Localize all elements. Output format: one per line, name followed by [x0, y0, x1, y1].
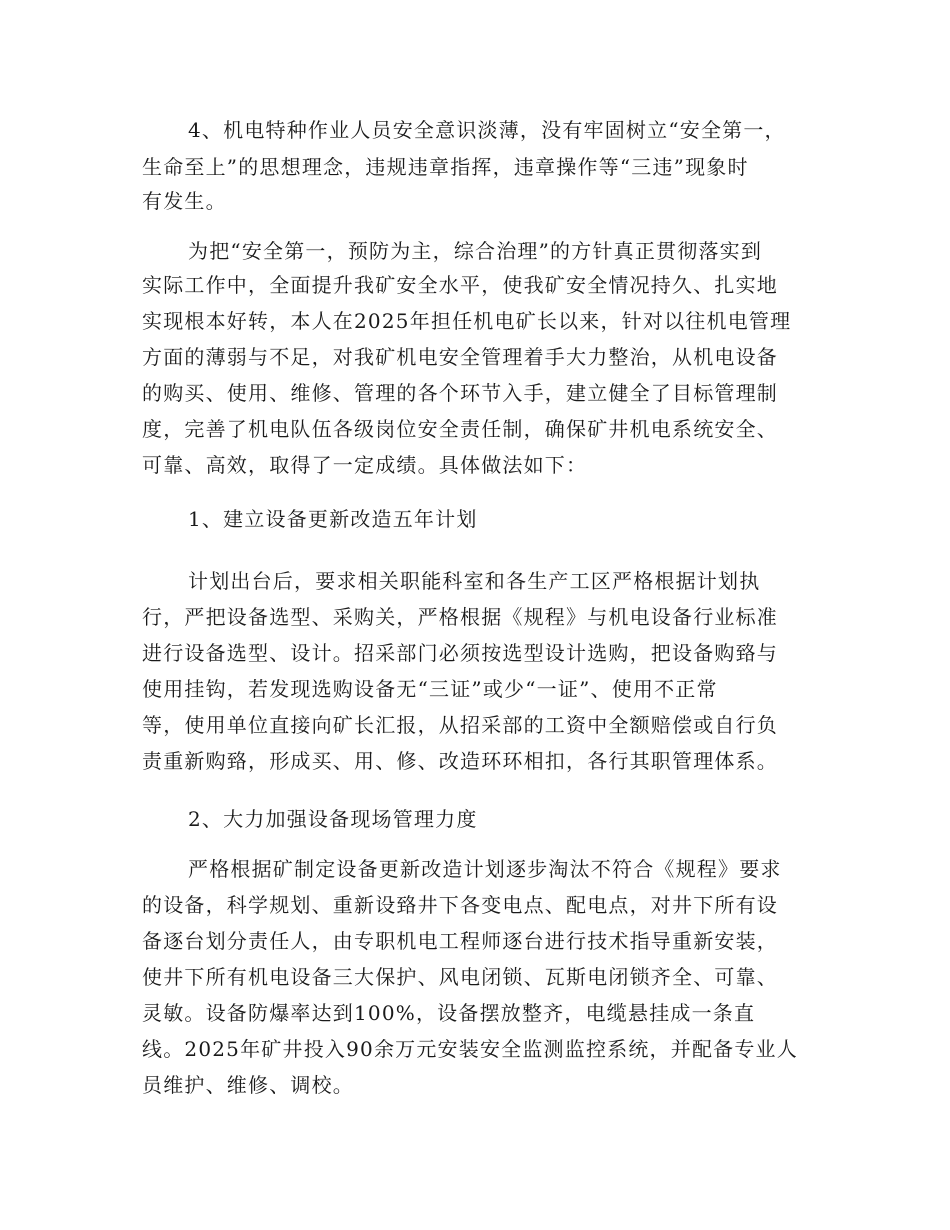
paragraph-line: 为把“安全第一，预防为主，综合治理”的方针真正贯彻落实到 [188, 239, 763, 263]
paragraph-line: 使用挂钩，若发现选购设备无“三证”或少“一证”、使用不正常 [142, 677, 718, 701]
section-heading: 2、大力加强设备现场管理力度 [188, 807, 478, 831]
paragraph-line: 灵敏。设备防爆率达到100%，设备摆放整齐，电缆悬挂成一条直 [142, 1001, 756, 1025]
paragraph-line: 等，使用单位直接向矿长汇报，从招采部的工资中全额赔偿或自行负 [142, 713, 778, 737]
paragraph-line: 严格根据矿制定设备更新改造计划逐步淘汰不符合《规程》要求 [188, 857, 782, 881]
paragraph-line: 责重新购臵，形成买、用、修、改造环环相扣，各行其职管理体系。 [142, 749, 778, 773]
paragraph-line: 度，完善了机电队伍各级岗位安全责任制，确保矿井机电系统安全、 [142, 417, 778, 441]
paragraph-line: 实际工作中，全面提升我矿安全水平，使我矿安全情况持久、扎实地 [142, 273, 778, 297]
paragraph-line: 的购买、使用、维修、管理的各个环节入手，建立健全了目标管理制 [142, 381, 778, 405]
paragraph-line: 行，严把设备选型、采购关，严格根据《规程》与机电设备行业标准 [142, 605, 778, 629]
paragraph-line: 备逐台划分责任人，由专职机电工程师逐台进行技术指导重新安装， [142, 929, 778, 953]
paragraph-line: 进行设备选型、设计。招采部门必须按选型设计选购，把设备购臵与 [142, 641, 778, 665]
paragraph-line: 实现根本好转，本人在2025年担任机电矿长以来，针对以往机电管理 [142, 309, 792, 333]
paragraph-line: 计划出台后，要求相关职能科室和各生产工区严格根据计划执 [188, 569, 761, 593]
paragraph-line: 4、机电特种作业人员安全意识淡薄，没有牢固树立“安全第一， [188, 118, 786, 142]
paragraph-line: 的设备，科学规划、重新设臵井下各变电点、配电点，对井下所有设 [142, 893, 778, 917]
paragraph-line: 员维护、维修、调校。 [142, 1073, 354, 1097]
paragraph-line: 有发生。 [142, 189, 227, 213]
paragraph-line: 可靠、高效，取得了一定成绩。具体做法如下： [142, 453, 588, 477]
paragraph-line: 生命至上”的思想理念，违规违章指挥，违章操作等“三违”现象时 [142, 155, 749, 179]
section-heading: 1、建立设备更新改造五年计划 [188, 507, 478, 531]
paragraph-line: 方面的薄弱与不足，对我矿机电安全管理着手大力整治，从机电设备 [142, 345, 778, 369]
paragraph-line: 线。2025年矿井投入90余万元安装安全监测监控系统，并配备专业人 [142, 1037, 798, 1061]
paragraph-line: 使井下所有机电设备三大保护、风电闭锁、瓦斯电闭锁齐全、可靠、 [142, 965, 778, 989]
